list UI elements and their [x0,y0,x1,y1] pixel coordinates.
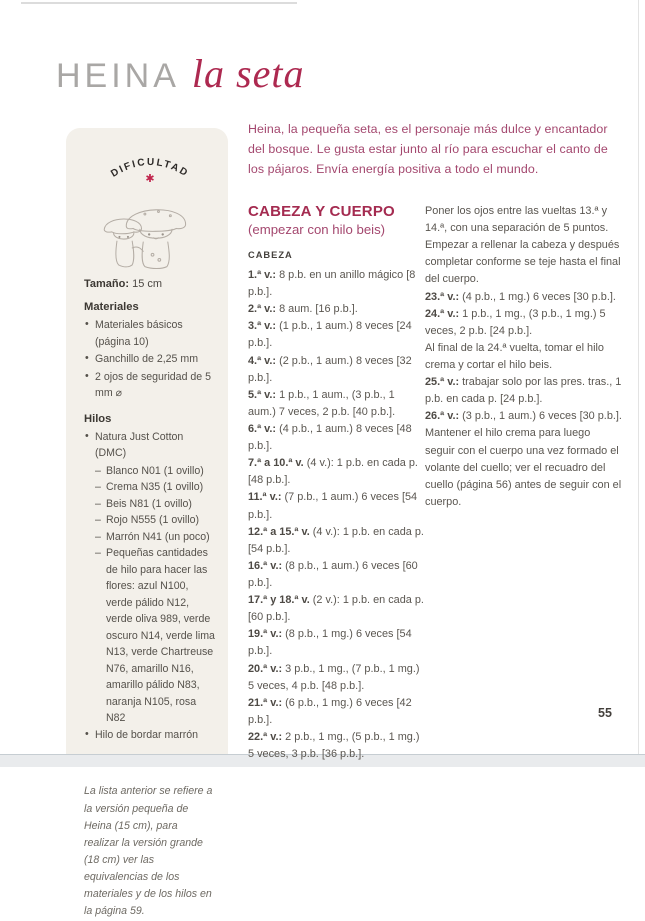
instruction-text: 8 p.b. en un anillo mágico [8 p.b.]. [248,269,416,299]
size-label: Tamaño: [84,278,130,290]
round-label: 16.ª v.: [248,559,283,572]
page-right-edge [638,0,639,755]
instruction-line [248,387,425,421]
round-label: 7.ª a 10.ª v. [248,457,304,470]
threads-heading: Hilos [84,412,112,425]
round-label: 3.ª v.: [248,320,277,333]
sidebar [66,128,228,918]
instruction-line [248,626,425,660]
material-item: • Ganchillo de 2,25 mm [84,351,215,368]
instruction-line [248,592,425,626]
thread-extra-item: • Hilo de bordar marrón [84,727,215,744]
thread-sub-item: – Beis N81 (1 ovillo) [95,496,215,513]
instruction-text: (1 p.b., 1 aum.) 8 veces [24 p.b.]. [248,320,412,350]
round-label: 2.ª v.: [248,303,277,316]
instruction-line [248,318,425,352]
round-label: 12.ª a 15.ª v. [248,525,310,538]
instructions-col1 [248,203,425,763]
instruction-text: (8 p.b., 1 aum.) 6 veces [60 p.b.]. [248,559,418,589]
instruction-text: (8 p.b., 1 mg.) 6 veces [54 p.b.]. [248,628,412,658]
instruction-line [248,489,425,523]
instruction-text: 3 p.b., 1 mg., (7 p.b., 1 mg.) 5 veces, 4 p.b. [48 p.b.]. [248,662,420,692]
material-item: • 2 ojos de seguridad de 5 mm ⌀ [84,369,215,402]
star-icon: ✱ [144,173,155,185]
instruction-line [248,421,425,455]
thread-sub-item: – Crema N35 (1 ovillo) [95,479,215,496]
instruction-text: (4 v.): 1 p.b. en cada p. [48 p.b.]. [248,457,418,487]
page-number: 55 [598,706,612,720]
round-label: 5.ª v.: [248,388,277,401]
instruction-text: Mantener el hilo crema para luego seguir con el cuerpo una vez formado el volante del cuello; ver el recuadro del cuello (página 56) antes de seguir con el cuerpo. [425,427,622,508]
mushroom-illustration [98,192,202,270]
round-label: 6.ª v.: [248,422,277,435]
thread-sub-item: – Blanco N01 (1 ovillo) [95,463,215,480]
size-value: 15 cm [129,278,163,290]
instruction-line [248,558,425,592]
instruction-text: (4 p.b., 1 aum.) 8 veces [48 p.b.]. [248,422,412,453]
materials-list [84,317,215,402]
instructions-col2 [425,203,622,763]
title-script: la seta [191,51,305,96]
size-line [84,278,215,290]
threads-list [84,429,215,462]
threads-extra-list [84,727,215,744]
instruction-text: (2 p.b., 1 aum.) 8 veces [32 p.b.]. [248,354,412,384]
instruction-text: Al final de la 24.ª vuelta, tomar el hilo crema y cortar el hilo beis. [425,341,604,371]
instruction-line [425,306,622,340]
instruction-list-2 [425,203,622,511]
round-label: 20.ª v.: [248,662,283,675]
instruction-line [248,729,425,763]
instruction-line [425,425,622,511]
instruction-text: (2 v.): 1 p.b. en cada p. [60 p.b.]. [248,594,424,624]
instruction-text: (4 p.b., 1 mg.) 6 veces [30 p.b.]. [459,290,616,303]
round-label: 4.ª v.: [248,354,277,367]
instruction-text: 1 p.b., 1 mg., (3 p.b., 1 mg.) 5 veces, 2 p.b. [24 p.b.]. [425,307,606,337]
instruction-line [425,203,622,289]
instruction-text: Poner los ojos entre las vueltas 13.ª y 14.ª, con una separación de 5 puntos. Empezar a rellenar la cabeza y después completar conforme se teje hasta el final del cuerpo. [425,205,621,286]
materials-heading: Materiales [84,301,139,313]
round-label: 26.ª v.: [425,410,460,423]
round-label: 11.ª v.: [248,491,282,504]
instruction-line [248,301,425,318]
difficulty-stamp-label: DIFICULTAD [108,156,191,180]
intro-paragraph: Heina, la pequeña seta, es el personaje más dulce y encantador del bosque. Le gusta estar junto al río para escuchar el canto de los pájaros. Envía energía positiva a todo el mundo. [248,122,608,176]
thread-sub-list [84,463,215,727]
instruction-text: 8 aum. [16 p.b.]. [276,303,358,316]
material-item: • Materiales básicos (página 10) [84,317,215,350]
instruction-text: 1 p.b., 1 aum., (3 p.b., 1 aum.) 7 veces, 2 p.b. [40 p.b.]. [248,388,396,418]
difficulty-stamp [90,144,210,188]
thread-sub-item: – Marrón N41 (un poco) [95,529,215,546]
pattern-content [248,203,622,763]
instruction-line [425,408,622,425]
round-label: 22.ª v.: [248,730,283,743]
round-label: 24.ª v.: [425,307,460,320]
round-label: 1.ª v.: [248,269,277,281]
section-subheading: (empezar con hilo beis) [248,222,386,237]
part-label: CABEZA [248,250,293,260]
page-title [56,50,304,97]
thread-sub-item: – Rojo N555 (1 ovillo) [95,512,215,529]
thread-main-item: • Natura Just Cotton (DMC) [84,429,215,462]
instruction-line [248,353,425,387]
instruction-text: (3 p.b., 1 aum.) 6 veces [30 p.b.]. [459,410,622,423]
title-main: HEINA [56,57,180,95]
page-top-edge [21,2,297,4]
instruction-line [248,695,425,729]
thread-sub-item: – Pequeñas cantidades de hilo para hacer las flores: azul N100, verde pálido N12, verde oliva 989, verde oscuro N14, verde lima N13, verde Chartreuse N76, amarillo N16, amarillo pálido N83, naranja N105, rosa N82 [95,545,215,727]
round-label: 17.ª y 18.ª v. [248,594,310,607]
round-label: 25.ª v.: [425,376,460,389]
instruction-text: (7 p.b., 1 aum.) 6 veces [54 p.b.]. [248,491,418,521]
round-label: 23.ª v.: [425,290,460,303]
instruction-line [425,374,622,408]
round-label: 21.ª v.: [248,696,283,709]
instruction-line [425,289,622,306]
instruction-line [248,455,425,489]
instruction-text: (6 p.b., 1 mg.) 6 veces [42 p.b.]. [248,696,412,726]
sidebar-note: La lista anterior se refiere a la versión pequeña de Heina (15 cm), para realizar la versión grande (18 cm) ver las equivalencias de los materiales y de los hilos en la página 59. [84,785,213,918]
instruction-text: 2 p.b., 1 mg., (5 p.b., 1 mg.) 5 veces, 3 p.b. [36 p.b.]. [248,730,420,761]
instruction-line [248,267,425,301]
instruction-text: trabajar solo por las pres. tras., 1 p.b. en cada p. [24 p.b.]. [425,376,622,406]
instruction-list-1 [248,267,425,763]
section-heading: CABEZA Y CUERPO [248,203,395,220]
instruction-line [425,340,622,374]
instruction-line [248,661,425,695]
instruction-text: (4 v.): 1 p.b. en cada p. [54 p.b.]. [248,525,424,555]
round-label: 19.ª v.: [248,628,283,641]
instruction-line [248,524,425,558]
